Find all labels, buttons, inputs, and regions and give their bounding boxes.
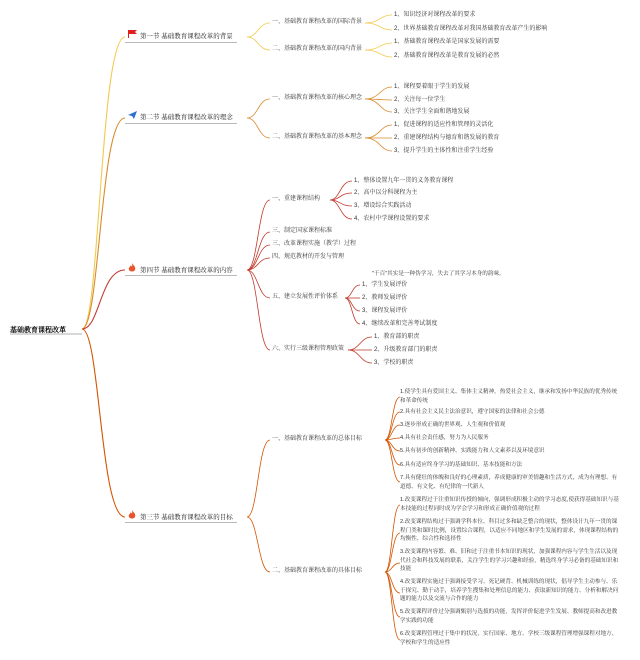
subtopic-label[interactable]: 二、基础教育课程改革的国内背景: [272, 46, 363, 52]
leaf-item[interactable]: 1、基础教育课程改革是国家发展的需要: [394, 39, 500, 45]
subtopic-label[interactable]: 六、实行三级课程管理政策: [272, 346, 345, 352]
fire-icon: [127, 263, 137, 277]
leaf-item[interactable]: 3、课程发展评价: [362, 308, 408, 314]
leaf-item[interactable]: 1、知识经济对课程改革的要求: [394, 12, 476, 18]
section-goals[interactable]: [125, 510, 237, 523]
goal-item[interactable]: 5.改变课程评价过分强调甄别与选拔的功能，发挥评价促进学生发展、教师提高和改进教学实践的功能: [400, 609, 618, 624]
leaf-item[interactable]: 2、重建课程结构与德育和谐发展的教育: [394, 135, 500, 141]
leaf-item[interactable]: 3、增设综合实践活动: [354, 203, 412, 209]
subtopic-label[interactable]: 一、基础教育课程改革的国际背景: [272, 19, 363, 25]
leaf-item[interactable]: 2、升级教育部门的职责: [374, 347, 438, 353]
goal-item[interactable]: 2.具有社会主义民主法治意识，遵守国家的法律和社会公德: [400, 409, 545, 415]
subtopic-label[interactable]: 一、重建课程结构: [272, 196, 321, 202]
leaf-item[interactable]: 2、世界基础教育课程改革对我国基础教育改革产生的影响: [394, 26, 548, 32]
subtopic-label[interactable]: 二、基础教育课程改革的基本理念: [272, 134, 363, 140]
leaf-item[interactable]: 3、关注学生全面和谐地发展: [394, 109, 470, 115]
goal-item[interactable]: 7.具有健壮的体魄和良好的心理素质，养成健康的审美情趣和生活方式，成为有理想、有道德、有文化、有纪律的一代新人: [400, 475, 618, 490]
leaf-item[interactable]: 3、学校的职责: [374, 360, 414, 366]
section-label: 第三节 基础教育课程改革的目标: [140, 514, 233, 521]
leaf-item[interactable]: 4、继续改革和完善考试制度: [362, 321, 438, 327]
subtopic-label[interactable]: 一、基础教育课程改革的总体目标: [272, 436, 363, 442]
subtopic-label[interactable]: 一、基础教育课程改革的核心理念: [272, 95, 363, 101]
fire-icon: [127, 510, 137, 524]
subtopic-label[interactable]: 三、制定国家课程标准: [272, 228, 333, 234]
goal-item[interactable]: 3.逐步形成正确的世界观、人生观和价值观: [400, 422, 506, 428]
goal-item[interactable]: 6.具有适应终身学习的基础知识、基本技能和方法: [400, 462, 523, 468]
leaf-item[interactable]: 1、课程要着眼于学生的发展: [394, 84, 470, 90]
section-label: 第四节 基础教育课程改革的内容: [140, 267, 233, 274]
assessment-note: "千百"其实是一种伪学习，失去了其学习本身的韵味。: [372, 271, 505, 277]
goal-item[interactable]: 3.改变课程内容繁、难、旧和过于注重书本知识的现状，加强课程内容与学生生活以及现代社会和科技发展的联系，关注学生的学习兴趣和经验，精选终身学习必备的基础知识和技能: [400, 549, 619, 573]
goal-item[interactable]: 6.改变课程管理过于集中的状况，实行国家、地方、学校三级课程管理增强课程对地方、学校和学生的适应性: [400, 631, 618, 646]
flag-icon: [127, 30, 137, 43]
section-label: 第二节 基础教育课程改革的理念: [140, 114, 233, 121]
section-philosophy[interactable]: [125, 111, 237, 124]
leaf-item[interactable]: 2、关注每一位学生: [394, 97, 446, 103]
paper-plane-icon: [127, 111, 137, 124]
subtopic-label[interactable]: 四、规范教材的开发与管理: [272, 254, 345, 260]
section-label: 第一节 基础教育课程改革的背景: [140, 33, 233, 40]
goal-item[interactable]: 2.改变课程结构过于强调学科本位、科目过多和缺乏整合的现状，整体设计九年一贯的课程门类和课时比例，设置综合课程，以适应不同地区和学生发展的需求，体现课程结构的均衡性、综合性和选择性: [400, 519, 619, 543]
goal-item[interactable]: 1.使学生具有爱国主义、集体主义精神，热爱社会主义，继承和发扬中华民族的优秀传统和革命传统: [400, 389, 618, 404]
leaf-item[interactable]: 1、整体设置九年一贯的义务教育课程: [354, 178, 454, 184]
leaf-item[interactable]: 1、教育部的职责: [374, 334, 420, 340]
leaf-item[interactable]: 2、高中以分科课程为主: [354, 190, 418, 196]
leaf-item[interactable]: 1、学生发展评价: [362, 282, 408, 288]
section-content[interactable]: [125, 263, 237, 276]
goal-item[interactable]: 5.具有初步的创新精神、实践能力和人文素养以及环境意识: [400, 448, 545, 454]
leaf-item[interactable]: 2、基础教育课程改革是教育发展的必然: [394, 53, 500, 59]
leaf-item[interactable]: 4、农村中学课程设置的要求: [354, 216, 430, 222]
leaf-item[interactable]: 3、提升学生的主体性和注重学生经验: [394, 148, 494, 154]
root-topic[interactable]: 基础教育课程改革: [10, 327, 66, 334]
leaf-item[interactable]: 1、促进课程的适应性和管理的灵活化: [394, 122, 494, 128]
goal-item[interactable]: 4.具有社会责任感，努力为人民服务: [400, 435, 489, 441]
subtopic-label[interactable]: 三、改革课程实施（教学）过程: [272, 241, 357, 247]
subtopic-label[interactable]: 二、基础教育课程改革的具体目标: [272, 568, 363, 574]
goal-item[interactable]: 1.改变课程过于注重知识传授的倾向，强调形成积极主动的学习态度,使获得基础知识与基本技能的过程同时成为学会学习和形成正确价值观的过程: [400, 497, 619, 512]
goal-item[interactable]: 4.改变课程实施过于强调接受学习、死记硬背、机械训练的现状，倡导学生主动参与、乐于探究、勤于动手，培养学生搜集和处理信息的能力、获取新知识的能力、分析和解决问题的能力以及交流与合作的能力: [400, 579, 619, 603]
leaf-item[interactable]: 2、教师发展评价: [362, 295, 408, 301]
section-background[interactable]: [125, 30, 237, 43]
subtopic-label[interactable]: 五、建立发展性评价体系: [272, 294, 339, 300]
